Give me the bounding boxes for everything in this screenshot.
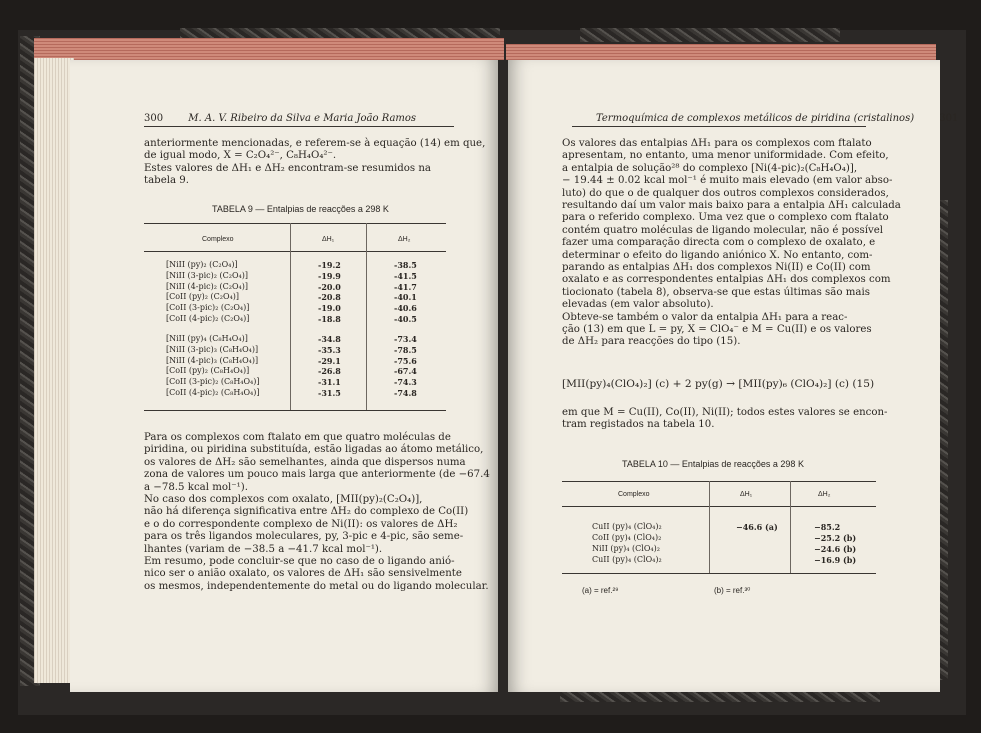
text-line: para os três ligandos moleculares, py, 3-pic e 4-pic, são seme-: [144, 531, 464, 543]
table9-header-rule: [144, 251, 446, 252]
text-line: a entalpia de solução²⁸ do complexo [Ni(4-pic)₂(C₈H₄O₄)],: [562, 162, 858, 174]
table10-bottom-rule: [562, 573, 876, 574]
table10-header-complexo: Complexo: [618, 491, 650, 498]
table10-dh2-cell: −85.2: [814, 522, 841, 532]
text-line: e o do correspondente complexo de Ni(II): os valores de ΔH₂: [144, 518, 458, 530]
left-page-header: [144, 113, 416, 124]
right-page-header: [596, 113, 958, 124]
table10-dh2-cell: −25.2 (b): [814, 533, 857, 543]
table10-complex-cell: CoII (py)₄ (ClO₄)₂: [592, 533, 662, 542]
text-line: contém quatro moléculas de ligando molecular, não é possível: [562, 224, 884, 236]
text-line: No caso dos complexos com oxalato, [MII(py)₂(C₂O₄)],: [144, 494, 423, 505]
text-line: elevadas (em valor absoluto).: [562, 299, 714, 311]
table9-complex-cell: [NiII (3-pic)₂ (C₂O₄)]: [166, 270, 248, 280]
top-right-marbling: [580, 28, 840, 42]
text-line: lhantes (variam de −38.5 a −41.7 kcal mol⁻¹).: [144, 543, 383, 555]
table9-dh2-cell: -40.5: [394, 314, 417, 324]
text-line: para o referido complexo. Uma vez que o complexo com ftalato: [562, 212, 889, 224]
table10-dh2-cell: −16.9 (b): [814, 555, 857, 565]
table10-caption: TABELA 10 — Entalpias de reacções a 298 K: [622, 459, 804, 469]
table9-divider: [366, 223, 367, 410]
table9-dh1-cell: -35.3: [318, 344, 341, 355]
table9-dh1-cell: -20.8: [318, 292, 341, 303]
table9-dh1-cell: -31.5: [318, 388, 341, 398]
table9-dh1-cell: -19.2: [318, 260, 341, 270]
text-line: nico ser o anião oxalato, os valores de ΔH₁ são sensivelmente: [144, 568, 462, 580]
table9-complex-cell: [CoII (py)₂ (C₈H₄O₄)]: [166, 366, 250, 376]
text-line: piridina, ou piridina substituída, estão ligadas ao átomo metálico,: [144, 444, 484, 456]
table9-dh2-cell: -41.5: [394, 270, 417, 281]
text-line: tabela 9.: [144, 175, 190, 187]
table9-complex-cell: [NiII (4-pic)₂ (C₂O₄)]: [166, 281, 248, 291]
text-line: Em resumo, pode concluir-se que no caso de o ligando anió-: [144, 556, 455, 567]
right-page: [508, 60, 959, 692]
text-line: − 19.44 ± 0.02 kcal mol⁻¹ é muito mais elevado (em valor abso-: [562, 175, 893, 187]
table10-header-dh2: ΔH₂: [818, 491, 831, 498]
table9-dh1-cell: -18.8: [318, 314, 341, 324]
table9-dh2-cell: -41.7: [394, 281, 417, 292]
text-line: determinar o efeito do ligando aniónico X. No entanto, com-: [562, 249, 873, 261]
page-edge-top-right: [506, 44, 936, 60]
table9-dh1-cell: -34.8: [318, 334, 341, 344]
header-rule: [572, 126, 866, 127]
text-line: fazer uma comparação directa com o complexo de oxalato, e: [562, 237, 876, 249]
running-title: M. A. V. Ribeiro da Silva e Maria João Ramos: [188, 113, 417, 124]
text-line: oxalato e as correspondentes entalpias ΔH₁ dos complexos com: [562, 274, 891, 286]
table10-complex-cell: CuII (py)₄ (ClO₄)₂: [592, 555, 662, 564]
table10-footnote-a: (a) = ref.²⁹: [582, 586, 619, 595]
table9-dh2-cell: -38.5: [394, 260, 417, 270]
table9-dh2-cell: -74.3: [394, 377, 417, 388]
table9-dh1-cell: -31.1: [318, 377, 341, 388]
text-line: de igual modo, X = C₂O₄²⁻, C₈H₄O₄²⁻.: [144, 150, 337, 162]
text-line: resultando daí um valor mais baixo para a entalpia ΔH₁ calculada: [562, 200, 901, 211]
table9-complex-cell: [CoII (3-pic)₂ (C₂O₄)]: [166, 303, 250, 313]
table9-header-complexo: Complexo: [202, 236, 234, 243]
text-line: zona de valores um pouco mais larga que anteriormente (de −67.4: [144, 469, 490, 481]
text-line: a −78.5 kcal mol⁻¹).: [144, 481, 248, 493]
table10-footnote-b: (b) = ref.³⁰: [714, 586, 751, 595]
text-line: não há diferença significativa entre ΔH₂ do complexo de Co(II): [144, 506, 469, 518]
text-line: os mesmos, independentemente do metal ou do ligando molecular.: [144, 580, 489, 592]
table9-complex-cell: [NiII (py)₂ (C₂O₄)]: [166, 260, 238, 269]
table10-complex-cell: CuII (py)₄ (ClO₄)₂: [592, 522, 662, 531]
table10-divider: [790, 481, 791, 573]
text-line: os valores de ΔH₂ são semelhantes, ainda que dispersos numa: [144, 456, 466, 468]
table10-dh1-cell: −46.6 (a): [736, 522, 778, 532]
table9-divider: [290, 223, 291, 410]
table9-dh1-cell: -29.1: [318, 355, 341, 366]
text-line: anteriormente mencionadas, e referem-se à equação (14) em que,: [144, 138, 486, 149]
table9-dh1-cell: -20.0: [318, 281, 341, 292]
table10-header-dh1: ΔH₁: [740, 491, 753, 498]
equation-15: [MII(py)₄(ClO₄)₂] (c) + 2 py(g) → [MII(py)₆ (ClO₄)₂] (c) (15): [562, 378, 875, 390]
left-page: [70, 60, 498, 692]
table9-dh2-cell: -78.5: [394, 344, 417, 355]
table9-header-dh1: ΔH₁: [322, 236, 335, 243]
table9-bottom-rule: [144, 410, 446, 411]
text-line: Para os complexos com ftalato em que quatro moléculas de: [144, 432, 451, 443]
table9-dh2-cell: -67.4: [394, 366, 417, 377]
page-edge-stack: [34, 58, 74, 683]
table9-dh2-cell: -75.6: [394, 355, 417, 366]
table9-dh1-cell: -19.9: [318, 270, 341, 281]
text-line: Os valores das entalpias ΔH₁ para os complexos com ftalato: [562, 138, 872, 149]
text-line: tram registados na tabela 10.: [562, 419, 715, 431]
table9-complex-cell: [CoII (4-pic)₂ (C₈H₄O₄)]: [166, 388, 260, 397]
table10-divider: [709, 481, 710, 573]
page-number: 300: [144, 113, 164, 124]
table10-complex-cell: NiII (py)₄ (ClO₄)₂: [592, 544, 660, 553]
table9-top-rule: [144, 223, 446, 224]
text-line: de ΔH₂ para reacções do tipo (15).: [562, 336, 741, 348]
table10-top-rule: [562, 481, 876, 482]
table9-complex-cell: [CoII (4-pic)₂ (C₂O₄)]: [166, 314, 250, 323]
table9-complex-cell: [NiII (py)₄ (C₈H₄O₄)]: [166, 334, 248, 343]
text-line: luto) do que o de qualquer dos outros complexos considerados,: [562, 187, 889, 199]
table9-caption: TABELA 9 — Entalpias de reacções a 298 K: [212, 204, 389, 214]
table9-header-dh2: ΔH₂: [398, 236, 411, 243]
page-edge-top-left: [34, 38, 504, 60]
table9-complex-cell: [NiII (4-pic)₃ (C₈H₄O₄)]: [166, 355, 259, 365]
running-title: Termoquímica de complexos metálicos de piridina (cristalinos): [596, 113, 915, 124]
table9-complex-cell: [CoII (3-pic)₂ (C₈H₄O₄)]: [166, 377, 260, 387]
text-line: Estes valores de ΔH₁ e ΔH₂ encontram-se resumidos na: [144, 162, 432, 174]
text-line: tiocionato (tabela 8), observa-se que estas últimas são mais: [562, 286, 870, 298]
table9-dh1-cell: -26.8: [318, 366, 341, 377]
table9-dh2-cell: -74.8: [394, 388, 417, 398]
table9-complex-cell: [NiII (3-pic)₃ (C₈H₄O₄)]: [166, 344, 259, 354]
text-line: em que M = Cu(II), Co(II), Ni(II); todos estes valores se encon-: [562, 407, 888, 418]
table9-dh2-cell: -40.1: [394, 292, 417, 303]
table9-dh2-cell: -40.6: [394, 303, 417, 314]
table9-complex-cell: [CoII (py)₂ (C₂O₄)]: [166, 292, 240, 302]
table10-dh2-cell: −24.6 (b): [814, 544, 857, 554]
table9-dh1-cell: -19.0: [318, 303, 341, 314]
text-line: apresentam, no entanto, uma menor uniformidade. Com efeito,: [562, 150, 889, 162]
header-rule: [144, 126, 454, 127]
text-line: ção (13) em que L = py, X = ClO₄⁻ e M = Cu(II) e os valores: [562, 324, 872, 335]
table9-dh2-cell: -73.4: [394, 334, 417, 344]
page-number: 301: [939, 113, 959, 124]
text-line: parando as entalpias ΔH₁ dos complexos Ni(II) e Co(II) com: [562, 262, 871, 273]
table10-header-rule: [562, 506, 876, 507]
text-line: Obteve-se também o valor da entalpia ΔH₁ para a reac-: [562, 311, 848, 323]
